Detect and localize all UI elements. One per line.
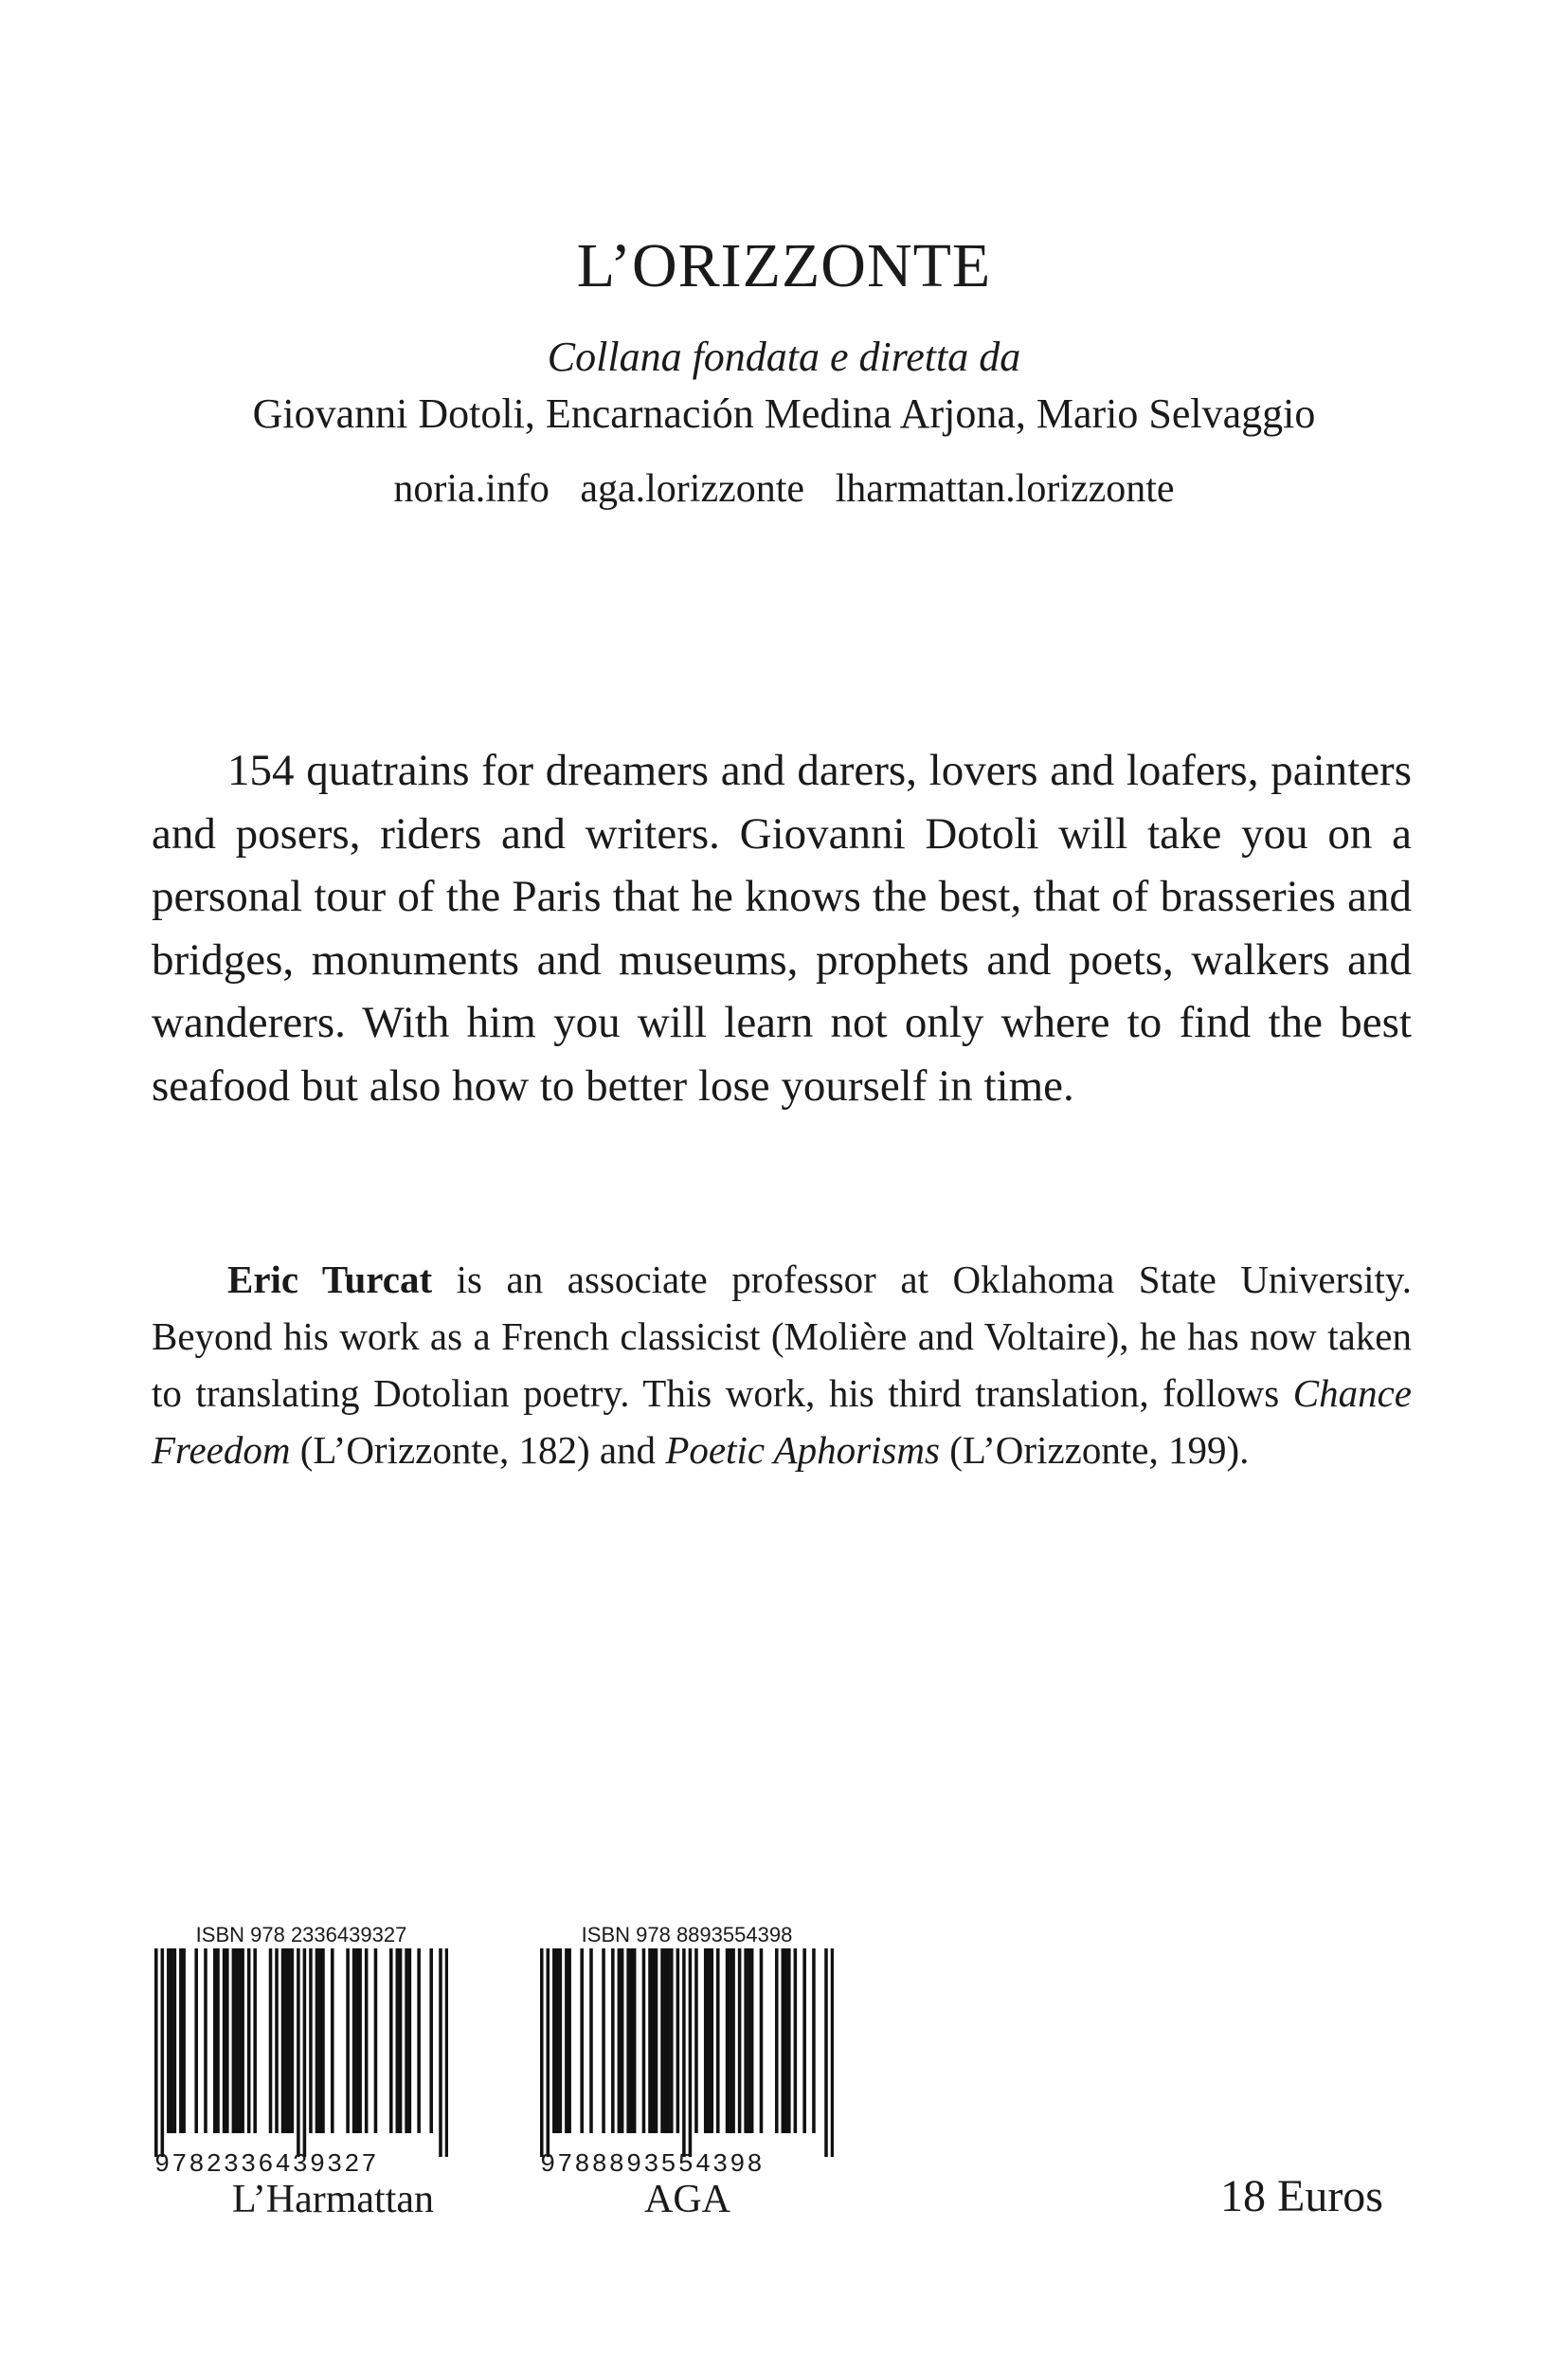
barcode-bar	[748, 1948, 751, 2133]
barcode-bar	[291, 1948, 295, 2133]
barcode-bar	[655, 1948, 658, 2133]
barcode-bar	[417, 1948, 421, 2133]
link-noria: noria.info	[393, 467, 550, 511]
barcode-bar	[389, 1948, 393, 2133]
barcode-bar	[630, 1948, 634, 2133]
barcode-bar	[580, 1948, 584, 2133]
barcode-bar	[396, 1948, 400, 2133]
barcode-bar	[670, 1948, 674, 2133]
barcode-bar	[247, 1948, 251, 2133]
barcode-bar	[170, 1948, 173, 2133]
barcode-bars	[540, 1948, 834, 2157]
book-title-2: Poetic Aphorisms	[665, 1428, 940, 1472]
isbn-label: ISBN 978 2336439327	[195, 1923, 407, 1947]
barcode-bar	[275, 1948, 279, 2133]
author-bio	[152, 1251, 1412, 1478]
barcode-bar	[269, 1948, 273, 2133]
isbn-label: ISBN 978 8893554398	[581, 1923, 793, 1947]
barcode-bar	[664, 1948, 668, 2133]
series-title: L’ORIZZONTE	[576, 231, 992, 300]
barcode-bar	[232, 1948, 236, 2133]
series-subtitle: Collana fondata e diretta da	[547, 334, 1021, 380]
barcode-bar	[408, 1948, 412, 2133]
barcode-bar	[235, 1948, 239, 2133]
barcode-bar	[568, 1948, 571, 2133]
barcode-bar	[352, 1948, 356, 2133]
barcode-bar	[694, 1948, 698, 2133]
barcode-bar	[355, 1948, 359, 2133]
barcode-bar	[204, 1948, 207, 2133]
publisher-harmattan: L’Harmattan	[232, 2178, 435, 2221]
barcode-bar	[729, 1948, 732, 2133]
barcode-bar	[794, 1948, 798, 2133]
barcode-bar	[241, 1948, 244, 2133]
barcode-bar	[744, 1948, 748, 2133]
barcode-bar	[358, 1948, 362, 2133]
barcode-bar	[689, 1948, 693, 2157]
barcode-bar	[716, 1948, 720, 2133]
barcode-bar	[284, 1948, 288, 2133]
barcode-bar	[331, 1948, 334, 2133]
barcode-bar	[309, 1948, 313, 2133]
barcode-bar	[287, 1948, 291, 2133]
barcode-bar	[602, 1948, 605, 2133]
barcode-bar	[660, 1948, 664, 2133]
barcode-bar	[676, 1948, 680, 2133]
price: 18 Euros	[1220, 2171, 1383, 2221]
barcode-bar	[626, 1948, 630, 2133]
barcode-bar	[346, 1948, 350, 2133]
barcode-bar	[194, 1948, 198, 2133]
publisher-aga: AGA	[644, 2178, 730, 2221]
barcode-bar	[667, 1948, 671, 2133]
barcode-bar	[787, 1948, 791, 2133]
barcode-bar	[213, 1948, 217, 2133]
barcode-bar	[552, 1948, 556, 2133]
barcode-bar	[238, 1948, 242, 2133]
barcode-bar	[738, 1948, 742, 2133]
barcode-bar	[648, 1948, 652, 2133]
barcode-bar	[405, 1948, 408, 2133]
barcode-bar	[618, 1948, 622, 2133]
barcode-bar	[633, 1948, 637, 2133]
barcode-bars	[154, 1948, 448, 2157]
link-lharmattan: lharmattan.lorizzonte	[835, 467, 1175, 511]
barcode-bar	[812, 1948, 816, 2133]
barcode-bar	[731, 1948, 735, 2133]
barcode-bar	[710, 1948, 713, 2133]
barcode-bar	[161, 1948, 165, 2157]
barcode-bar	[315, 1948, 319, 2133]
barcode-bar	[167, 1948, 171, 2133]
barcode-bar	[365, 1948, 369, 2133]
series-editors: Giovanni Dotoli, Encarnación Medina Arjona, Mario Selvaggio	[252, 390, 1316, 437]
barcode-bar	[179, 1948, 183, 2133]
barcode-bar	[831, 1948, 834, 2157]
book-blurb: 154 quatrains for dreamers and darers, lovers and loafers, painters and posers, riders and writers. Giovanni Dotoli will take you on a personal tour of the Paris that he knows the best, that of brasseries and bridges, monuments and museums, prophets and poets, walkers and wanderers. With him you will learn not only where to find the best seafood but also how to better lose yourself in time.	[152, 746, 1412, 1111]
barcode-bar	[611, 1948, 615, 2133]
barcode-bar	[784, 1948, 788, 2133]
barcode-bar	[182, 1948, 186, 2133]
barcode-aga	[540, 1922, 834, 2180]
barcode-bar	[750, 1948, 754, 2133]
barcode-bar	[540, 1948, 544, 2157]
barcode-bar	[445, 1948, 448, 2157]
barcode-bar	[303, 1948, 307, 2157]
barcode-bar	[775, 1948, 779, 2133]
barcode-bar	[297, 1948, 300, 2157]
barcode-bar	[223, 1948, 226, 2133]
barcode-bar	[704, 1948, 708, 2133]
bio-text-2: (L’Orizzonte, 182) and	[290, 1428, 666, 1472]
barcode-bar	[589, 1948, 593, 2133]
barcode-bar	[621, 1948, 624, 2133]
bio-text-3: (L’Orizzonte, 199).	[939, 1428, 1250, 1472]
barcode-bar	[154, 1948, 158, 2157]
barcode-bar	[682, 1948, 686, 2157]
series-links	[0, 469, 1568, 509]
barcode-bar	[281, 1948, 285, 2133]
book-title-1: Chance Freedom	[152, 1371, 1412, 1472]
barcode-bar	[565, 1948, 568, 2133]
barcode-bar	[802, 1948, 806, 2133]
barcode-bar	[760, 1948, 764, 2133]
barcode-bar	[555, 1948, 559, 2133]
barcode-digits: 9788893554398	[540, 2151, 765, 2180]
barcode-bar	[651, 1948, 655, 2133]
barcode-digits: 9782336439327	[154, 2151, 379, 2180]
link-aga: aga.lorizzonte	[580, 467, 805, 511]
barcode-bar	[429, 1948, 433, 2133]
barcode-bar	[547, 1948, 550, 2157]
author-name: Eric Turcat	[227, 1258, 433, 1301]
barcode-bar	[824, 1948, 828, 2157]
barcode-bar	[173, 1948, 177, 2133]
barcode-bar	[559, 1948, 563, 2133]
barcode-bar	[707, 1948, 711, 2133]
barcode-bar	[253, 1948, 257, 2133]
barcode-bar	[216, 1948, 220, 2133]
barcode-bar	[374, 1948, 378, 2133]
barcode-harmattan	[154, 1922, 448, 2180]
barcode-bar	[321, 1948, 325, 2133]
barcode-bar	[782, 1948, 785, 2133]
barcode-bar	[225, 1948, 229, 2133]
barcode-bar	[318, 1948, 322, 2133]
barcode-bar	[399, 1948, 403, 2133]
barcode-bar	[726, 1948, 730, 2133]
barcode-bar	[439, 1948, 442, 2157]
barcode-bar	[642, 1948, 646, 2133]
bio-text-1: is an associate professor at Oklahoma State University. Beyond his work as a French classicist (Molière and Voltaire), he has now taken to translating Dotolian poetry. This work, his third translation, follows	[152, 1258, 1412, 1415]
